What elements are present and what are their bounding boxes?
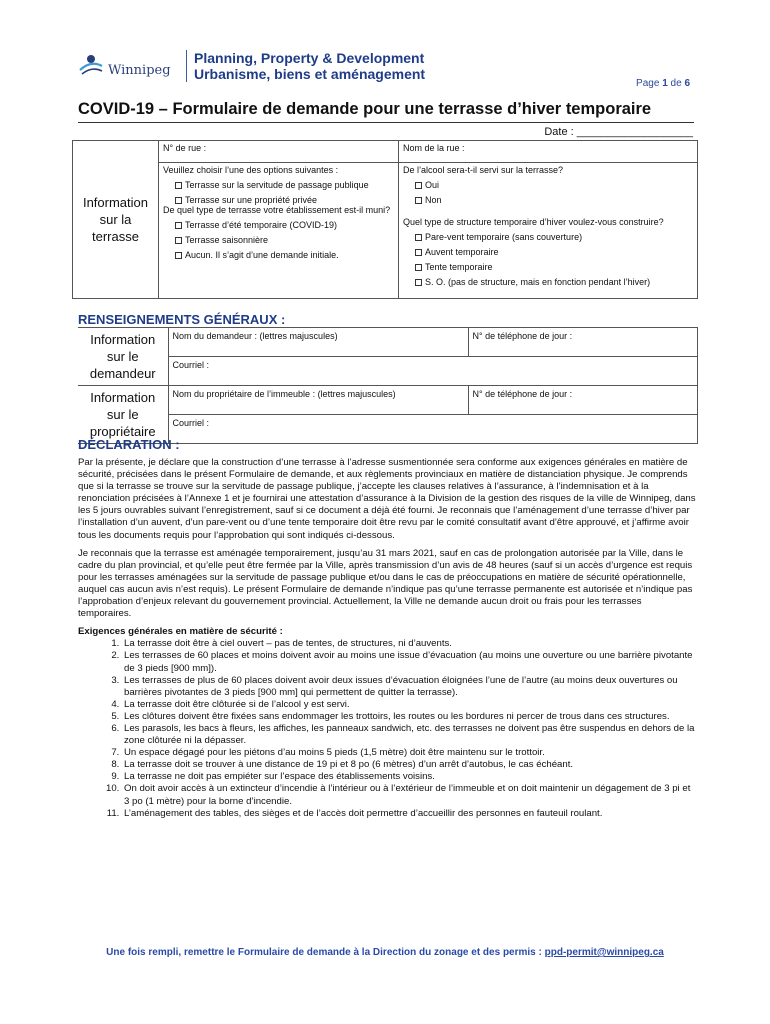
terrasse-options-left bbox=[159, 163, 399, 299]
option-summer-row[interactable] bbox=[163, 220, 394, 230]
checkbox[interactable] bbox=[175, 252, 182, 259]
list-item: 11. L’aménagement des tables, des sièges et de l’accès doit permettre d’accueillir des personnes en fauteuil roulant. bbox=[122, 808, 696, 820]
owner-phone-label: N° de téléphone de jour : bbox=[472, 389, 573, 399]
checkbox[interactable] bbox=[415, 182, 422, 189]
checkbox[interactable] bbox=[175, 197, 182, 204]
option-label: Pare-vent temporaire (sans couverture) bbox=[425, 232, 583, 242]
requirements-title: Exigences générales en matière de sécurité : bbox=[78, 626, 283, 638]
option-label: Terrasse sur une propriété privée bbox=[185, 195, 318, 205]
option-seasonal-row[interactable] bbox=[163, 235, 394, 245]
list-item: 9. La terrasse ne doit pas empiéter sur l’espace des établissements voisins. bbox=[122, 771, 696, 783]
department-en: Planning, Property & Development bbox=[194, 50, 425, 66]
option-yes-row[interactable] bbox=[403, 180, 693, 190]
header-divider bbox=[186, 50, 187, 82]
option-public-row[interactable] bbox=[163, 180, 394, 190]
option-label: Terrasse sur la servitude de passage publique bbox=[185, 180, 369, 190]
street-number-field[interactable] bbox=[159, 141, 399, 163]
declaration-body bbox=[78, 457, 696, 820]
question-alcohol: De l’alcool sera-t-il servi sur la terrasse? bbox=[403, 165, 564, 175]
page-current: 1 bbox=[662, 78, 668, 89]
general-section-title: RENSEIGNEMENTS GÉNÉRAUX : bbox=[78, 312, 286, 327]
option-na-row[interactable] bbox=[403, 277, 693, 287]
list-item: 1. La terrasse doit être à ciel ouvert – pas de tentes, de structures, ni d’auvents. bbox=[122, 638, 696, 650]
winnipeg-logo-icon bbox=[78, 52, 104, 78]
street-name-label: Nom de la rue : bbox=[403, 143, 465, 153]
owner-email-label: Courriel : bbox=[172, 418, 210, 428]
page-label: Page bbox=[636, 78, 660, 89]
declaration-paragraph-1: Par la présente, je déclare que la construction d’une terrasse à l’adresse susmentionnée sera conforme aux exigences générales en matière de sécurité, précisées dans le présent Formulaire de demande, et aux règlements provinciaux en matière de distanciation physique. Je comprends que si la terrasse se trouve sur la servitude de passage publique, j’accepte les clauses relatives à l’assurance, à l’indemnisation et à la renonciation précisées à l’Annexe 1 et je fournirai une attestation d’assurance à la Division de la gestion des risques de la ville de Winnipeg, dans les 5 jours ouvrables suivant l’enregistrement, sauf si ce document a déjà été fourni. Je reconnais que l’aménagement d’une terrasse d’hiver par l’installation d’un auvent, d’un pare-vent ou d’une tente temporaire doit être revu par le comité consultatif avant d’être approuvé, et j’affirme avoir tous les documents requis pour l’approbation qui sont indiqués ci-dessous. bbox=[78, 457, 696, 541]
option-label: Terrasse saisonnière bbox=[185, 235, 269, 245]
footer-text: Une fois rempli, remettre le Formulaire de demande à la Direction du zonage et des permis : bbox=[106, 947, 545, 958]
requirements-list bbox=[122, 638, 696, 819]
option-label: Tente temporaire bbox=[425, 262, 493, 272]
terrasse-options-right bbox=[399, 163, 698, 299]
option-tent-row[interactable] bbox=[403, 262, 693, 272]
list-item: 4. La terrasse doit être clôturée si de l’alcool y est servi. bbox=[122, 699, 696, 711]
checkbox[interactable] bbox=[415, 197, 422, 204]
checkbox[interactable] bbox=[415, 264, 422, 271]
department-fr: Urbanisme, biens et aménagement bbox=[194, 66, 426, 82]
option-label: Auvent temporaire bbox=[425, 247, 499, 257]
declaration-paragraph-2: Je reconnais que la terrasse est aménagée temporairement, jusqu’au 31 mars 2021, sauf en cas de prolongation autorisée par la Ville, dans le cadre du plan provincial, et qu’elle peut être fermée par la Ville, après transmission d’un avis de 48 heures (sauf si un accès d’urgence est requis pour les terrasses aménagées sur la servitude de passage publique et/ou dans le cas de préoccupations en matière de sécurité opérationnelle, auquel cas aucun avis n’est requis). Le présent Formulaire de demande n’indique pas qu’une terrasse permanente est autorisée et n’indique pas l’approbation d’enjeux relevant du gouvernement provincial. Actuellement, la Ville ne demande aucun droit ou frais pour les terrasses temporaires. bbox=[78, 547, 693, 620]
winnipeg-logo bbox=[78, 52, 171, 78]
page-number bbox=[636, 78, 690, 89]
owner-name-label: Nom du propriétaire de l’immeuble : (lettres majuscules) bbox=[172, 389, 396, 399]
page-total: 6 bbox=[684, 78, 690, 89]
form-title: COVID-19 – Formulaire de demande pour une terrasse d’hiver temporaire bbox=[78, 100, 652, 118]
title-rule bbox=[78, 122, 694, 123]
owner-email-field[interactable] bbox=[168, 415, 698, 444]
terrasse-side-label: Information sur la terrasse bbox=[73, 141, 159, 299]
option-label: S. O. (pas de structure, mais en fonction pendant l’hiver) bbox=[425, 277, 651, 287]
street-name-field[interactable] bbox=[399, 141, 698, 163]
option-label: Non bbox=[425, 195, 442, 205]
checkbox[interactable] bbox=[175, 182, 182, 189]
list-item: 8. La terrasse doit se trouver à une distance de 19 pi et 8 po (6 mètres) d’un arrêt d’autobus, le cas échéant. bbox=[122, 759, 696, 771]
list-item: 7. Un espace dégagé pour les piétons d’au moins 5 pieds (1,5 mètre) doit être maintenu sur le trottoir. bbox=[122, 747, 696, 759]
option-label: Terrasse d’été temporaire (COVID-19) bbox=[185, 220, 338, 230]
applicant-name-label: Nom du demandeur : (lettres majuscules) bbox=[172, 331, 338, 341]
option-awning-row[interactable] bbox=[403, 247, 693, 257]
owner-phone-field[interactable] bbox=[468, 386, 698, 415]
applicant-phone-field[interactable] bbox=[468, 328, 698, 357]
list-item: 3. Les terrasses de plus de 60 places doivent avoir deux issues d’évacuation éloignées l’une de l’autre (au moins deux ouvertures ou barrières pivotantes de 3 pieds [900 mm] qui permettent de quitter la terrasse). bbox=[122, 675, 696, 699]
checkbox[interactable] bbox=[175, 222, 182, 229]
logo-text: Winnipeg bbox=[108, 62, 171, 78]
applicant-side-label: Information sur le demandeur bbox=[78, 328, 168, 386]
applicant-email-field[interactable] bbox=[168, 357, 698, 386]
list-item: 2. Les terrasses de 60 places et moins doivent avoir au moins une issue d’évacuation (au moins une ouverture ou une barrière pivotante de 3 pieds [900 mm]). bbox=[122, 650, 696, 674]
terrasse-info-table bbox=[72, 140, 698, 299]
owner-name-field[interactable] bbox=[168, 386, 468, 415]
page-sep: de bbox=[670, 78, 682, 89]
list-item: 5. Les clôtures doivent être fixées sans endommager les trottoirs, les routes ou les bordures ni percer de trous dans ces structures. bbox=[122, 711, 696, 723]
checkbox[interactable] bbox=[415, 234, 422, 241]
option-label: Aucun. Il s’agit d’une demande initiale. bbox=[185, 250, 339, 260]
department-name bbox=[194, 50, 425, 82]
option-windbreak-row[interactable] bbox=[403, 232, 693, 242]
checkbox[interactable] bbox=[415, 249, 422, 256]
footer-email-link[interactable]: ppd-permit@winnipeg.ca bbox=[544, 947, 664, 958]
option-none-row[interactable] bbox=[163, 250, 394, 260]
checkbox[interactable] bbox=[175, 237, 182, 244]
owner-side-label: Information sur le propriétaire bbox=[78, 386, 168, 444]
page-footer bbox=[0, 947, 770, 958]
applicant-email-label: Courriel : bbox=[172, 360, 210, 370]
applicant-name-field[interactable] bbox=[168, 328, 468, 357]
option-label: Oui bbox=[425, 180, 440, 190]
option-no-row[interactable] bbox=[403, 195, 693, 205]
general-info-table bbox=[78, 327, 698, 444]
question-location: Veuillez choisir l’une des options suivantes : bbox=[163, 165, 339, 175]
question-structure: Quel type de structure temporaire d’hiver voulez-vous construire? bbox=[403, 217, 664, 227]
checkbox[interactable] bbox=[415, 279, 422, 286]
list-item: 6. Les parasols, les bacs à fleurs, les affiches, les panneaux sandwich, etc. des terrasses ne doivent pas être suspendus en dehors de la zone clôturée ni la dépasser. bbox=[122, 723, 696, 747]
option-private-row[interactable] bbox=[163, 195, 394, 205]
list-item: 10. On doit avoir accès à un extincteur d’incendie à l’intérieur ou à l’extérieur de l’immeuble et on doit maintenir un dégagement de 3 pi et 3 po (1 mètre) pour la borne d’incendie. bbox=[122, 783, 696, 807]
question-type: De quel type de terrasse votre établissement est-il muni? bbox=[163, 205, 391, 215]
applicant-phone-label: N° de téléphone de jour : bbox=[472, 331, 573, 341]
date-field[interactable]: Date : ___________________ bbox=[544, 126, 693, 138]
declaration-title: DÉCLARATION : bbox=[78, 437, 180, 452]
street-number-label: N° de rue : bbox=[163, 143, 207, 153]
page-header bbox=[78, 50, 698, 90]
